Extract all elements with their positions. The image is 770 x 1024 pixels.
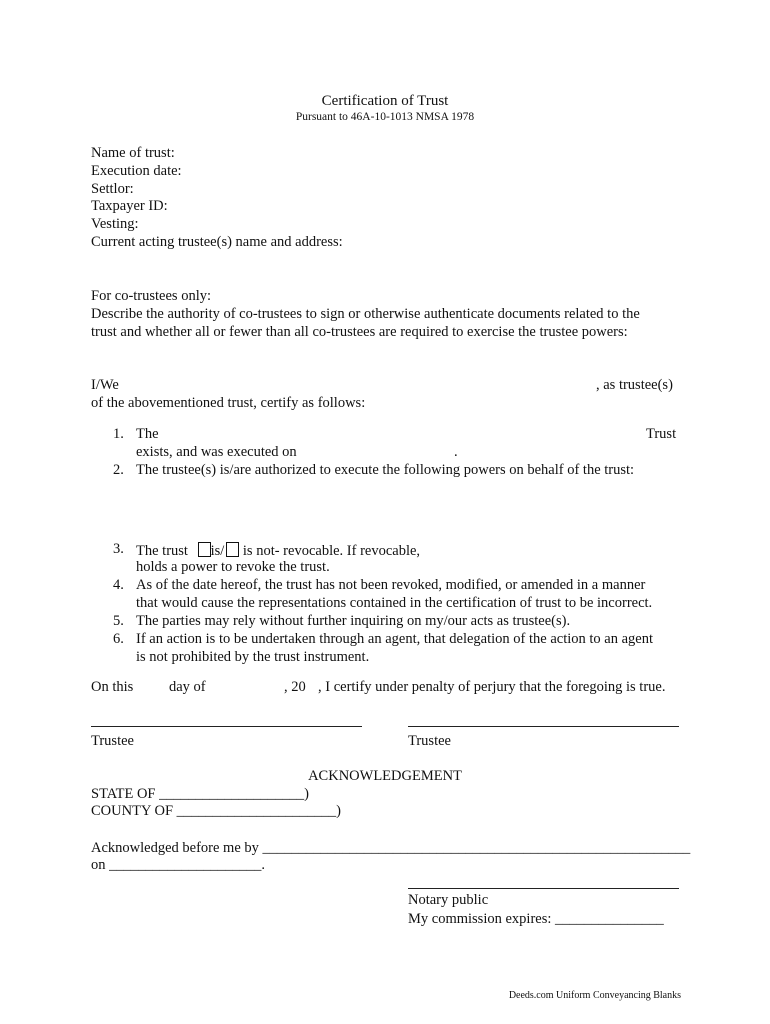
field-name-of-trust: Name of trust:	[91, 145, 175, 161]
item-1-number: 1.	[113, 426, 124, 442]
is-revocable-checkbox[interactable]	[198, 542, 211, 557]
acknowledged-on-field: on _____________________.	[91, 857, 265, 873]
cotrustees-line-1: Describe the authority of co-trustees to sign or otherwise authenticate documents related to the	[91, 306, 640, 322]
item-2-text: The trustee(s) is/are authorized to execute the following powers on behalf of the trust:	[136, 462, 635, 478]
as-trustees-label: , as trustee(s)	[596, 377, 673, 393]
item-3-number: 3.	[113, 541, 124, 557]
item-1-line-2: exists, and was executed on	[136, 444, 297, 460]
oath-certify: , I certify under penalty of perjury that the foregoing is true.	[318, 679, 666, 695]
item-3-is-not: is not- revocable. If revocable,	[242, 543, 421, 559]
item-3-the-trust: The trust	[136, 543, 188, 559]
trustee-label-right: Trustee	[408, 733, 451, 749]
item-4-line-1: As of the date hereof, the trust has not been revoked, modified, or amended in a manner	[136, 577, 646, 593]
item-3-is: is/	[210, 543, 225, 559]
oath-day-of: day of	[169, 679, 206, 695]
item-4-line-2: that would cause the representations contained in the certification of trust to be incorrect.	[136, 595, 653, 611]
item-5-number: 5.	[113, 613, 124, 629]
item-1-the: The	[136, 426, 159, 442]
trustee-label-left: Trustee	[91, 733, 134, 749]
cotrustees-line-2: trust and whether all or fewer than all co-trustees are required to exercise the trustee powers:	[91, 324, 628, 340]
field-current-trustees: Current acting trustee(s) name and address:	[91, 234, 343, 250]
item-2-number: 2.	[113, 462, 124, 478]
field-execution-date: Execution date:	[91, 163, 182, 179]
iwe-label: I/We	[91, 377, 119, 393]
item-1-period: .	[454, 444, 458, 460]
page-subtitle: Pursuant to 46A-10-1013 NMSA 1978	[295, 111, 475, 123]
signature-line-right[interactable]	[408, 726, 679, 727]
field-taxpayer-id: Taxpayer ID:	[91, 198, 168, 214]
oath-on-this: On this	[91, 679, 134, 695]
notary-signature-line[interactable]	[408, 888, 679, 889]
state-of-field: STATE OF ____________________)	[91, 786, 309, 802]
field-settlor: Settlor:	[91, 181, 134, 197]
acknowledged-by-field: Acknowledged before me by ___________________________________________________________	[91, 840, 691, 856]
signature-line-left[interactable]	[91, 726, 362, 727]
cotrustees-heading: For co-trustees only:	[91, 288, 212, 304]
county-of-field: COUNTY OF ______________________)	[91, 803, 341, 819]
acknowledgement-heading: ACKNOWLEDGEMENT	[308, 768, 462, 784]
item-1-trust: Trust	[646, 426, 677, 442]
item-5-text: The parties may rely without further inquiring on my/our acts as trustee(s).	[136, 613, 571, 629]
page-title: Certification of Trust	[321, 93, 449, 109]
oath-year: , 20	[284, 679, 306, 695]
item-6-line-1: If an action is to be undertaken through an agent, that delegation of the action to an agent	[136, 631, 653, 647]
item-3-line-1	[136, 542, 420, 559]
item-6-number: 6.	[113, 631, 124, 647]
item-3-line-2: holds a power to revoke the trust.	[136, 559, 330, 575]
certify-line-2: of the abovementioned trust, certify as follows:	[91, 395, 366, 411]
field-vesting: Vesting:	[91, 216, 139, 232]
footer-text: Deeds.com Uniform Conveyancing Blanks	[508, 990, 681, 1001]
item-6-line-2: is not prohibited by the trust instrument.	[136, 649, 370, 665]
is-not-revocable-checkbox[interactable]	[226, 542, 239, 557]
notary-public-label: Notary public	[408, 892, 489, 908]
item-4-number: 4.	[113, 577, 124, 593]
commission-expires-field: My commission expires: _______________	[408, 911, 664, 927]
